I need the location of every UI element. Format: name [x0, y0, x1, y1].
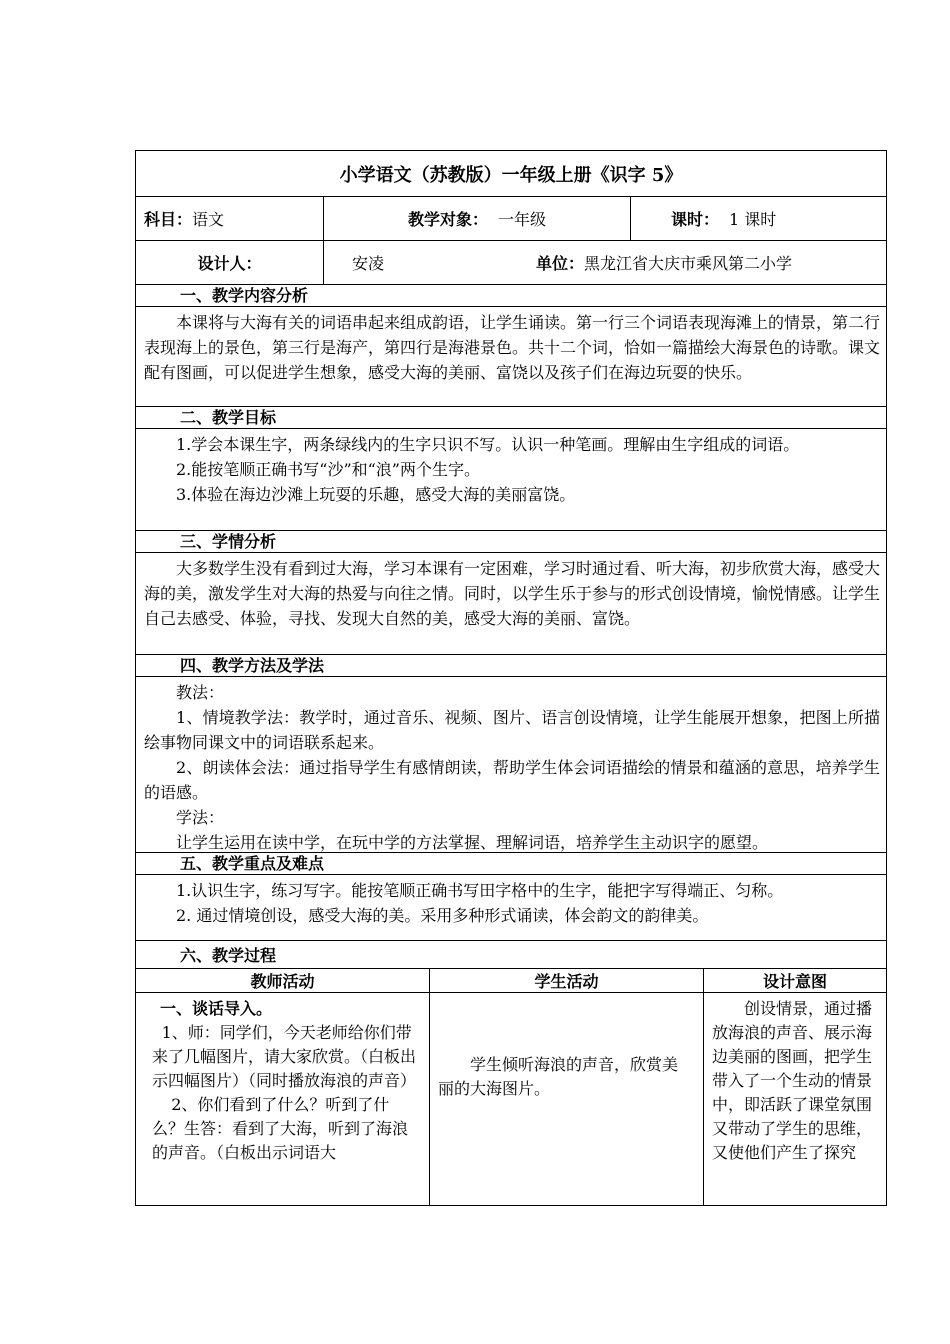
methods-body [136, 677, 886, 853]
goal-item: 2.能按笔顺正确书写“沙”和“浪”两个生字。 [176, 460, 480, 479]
intent-text: 创设情景，通过播放海浪的声音、展示海边美丽的图画，把学生带入了一个生动的情景中，即活跃了课堂氛围又带动了学生的思维，又使他们产生了探究 [712, 999, 873, 1162]
teacher-line: 一、谈话导入。 [160, 999, 273, 1018]
goals-body [136, 429, 886, 531]
period-value: 1 课时 [729, 210, 777, 229]
learners-text: 大多数学生没有看到过大海，学习本课有一定困难，学习时通过看、听大海，初步欣赏大海，感受大海的美，激发学生对大海的热爱与向往之情。同时，以学生乐于参与的形式创设情境，愉悦情感。让学生自己去感受、体验，寻找、发现大自然的美，感受大海的美丽、富饶。 [144, 559, 881, 628]
keypoint-item: 1.认识生字，练习写字。能按笔顺正确书写田字格中的生字，能把字写得端正、匀称。 [176, 881, 784, 900]
col-student: 学生活动 [430, 969, 704, 992]
teacher-line: 2、你们看到了什么？听到了什么？生答：看到了大海，听到了海浪的声音。（白板出示词语大 [152, 1095, 409, 1162]
process-heading: 六、教学过程 [136, 941, 886, 969]
methods-heading: 四、教学方法及学法 [136, 655, 886, 677]
learners-body [136, 553, 886, 655]
student-activity [430, 993, 704, 1205]
keypoint-item: 2. 通过情境创设，感受大海的美。采用多种形式诵读，体会韵文的韵律美。 [176, 906, 709, 925]
designer-value: 安凌 [352, 254, 385, 273]
learners-heading: 三、学情分析 [136, 531, 886, 553]
info-row-1 [136, 197, 886, 241]
process-columns [136, 969, 886, 993]
process-row [136, 993, 886, 1205]
col-intent: 设计意图 [762, 972, 827, 991]
document-title: 小学语文（苏教版）一年级上册《识字 5》 [136, 151, 886, 197]
method-line: 让学生运用在读中学，在玩中学的方法掌握、理解词语，培养学生主动识字的愿望。 [176, 833, 769, 852]
unit-label: 单位： [536, 254, 585, 273]
period-cell [631, 197, 886, 240]
lesson-plan-table [135, 150, 887, 1206]
info-row-2 [136, 241, 886, 285]
subject-value: 语文 [192, 210, 225, 229]
student-text: 学生倾听海浪的声音，欣赏美丽的大海图片。 [438, 1055, 679, 1098]
teacher-line: 1、师：同学们，今天老师给你们带来了几幅图片，请大家欣赏。（白板出示四幅图片）（同时播放海浪的声音） [152, 1023, 417, 1090]
designer-label: 设计人： [136, 241, 324, 284]
target-value: 一年级 [498, 210, 547, 229]
method-line: 1、情境教学法：教学时，通过音乐、视频、图片、语言创设情境，让学生能展开想象，把图上所描绘事物同课文中的词语联系起来。 [144, 708, 880, 752]
target-cell [324, 197, 631, 240]
col-teacher: 教师活动 [136, 969, 430, 992]
method-line: 教法： [176, 683, 225, 702]
keypoints-heading: 五、教学重点及难点 [136, 853, 886, 875]
designer-unit-cell [324, 241, 886, 284]
design-intent [704, 993, 886, 1205]
subject-cell [136, 197, 324, 240]
content-text: 本课将与大海有关的词语串起来组成韵语，让学生诵读。第一行三个词语表现海滩上的情景，第二行表现海上的景色，第三行是海产，第四行是海港景色。共十二个词，恰如一篇描绘大海景色的诗歌。课文配有图画，可以促进学生想象，感受大海的美丽、富饶以及孩子们在海边玩耍的快乐。 [144, 313, 881, 382]
unit-value: 黑龙江省大庆市乘风第二小学 [584, 254, 793, 273]
content-body [136, 307, 886, 407]
method-line: 2、朗读体会法：通过指导学生有感情朗读，帮助学生体会词语描绘的情景和蕴涵的意思，培养学生的语感。 [144, 758, 880, 802]
period-label: 课时： [671, 210, 720, 229]
content-heading: 一、教学内容分析 [136, 285, 886, 307]
keypoints-body [136, 875, 886, 941]
goal-item: 1.学会本课生字，两条绿线内的生字只识不写。认识一种笔画。理解由生字组成的词语。 [176, 435, 800, 454]
subject-label: 科目： [144, 210, 193, 229]
target-label: 教学对象： [407, 210, 488, 229]
method-line: 学法： [176, 808, 225, 827]
goals-heading: 二、教学目标 [136, 407, 886, 429]
goal-item: 3.体验在海边沙滩上玩耍的乐趣，感受大海的美丽富饶。 [176, 485, 576, 504]
teacher-activity [136, 993, 430, 1205]
